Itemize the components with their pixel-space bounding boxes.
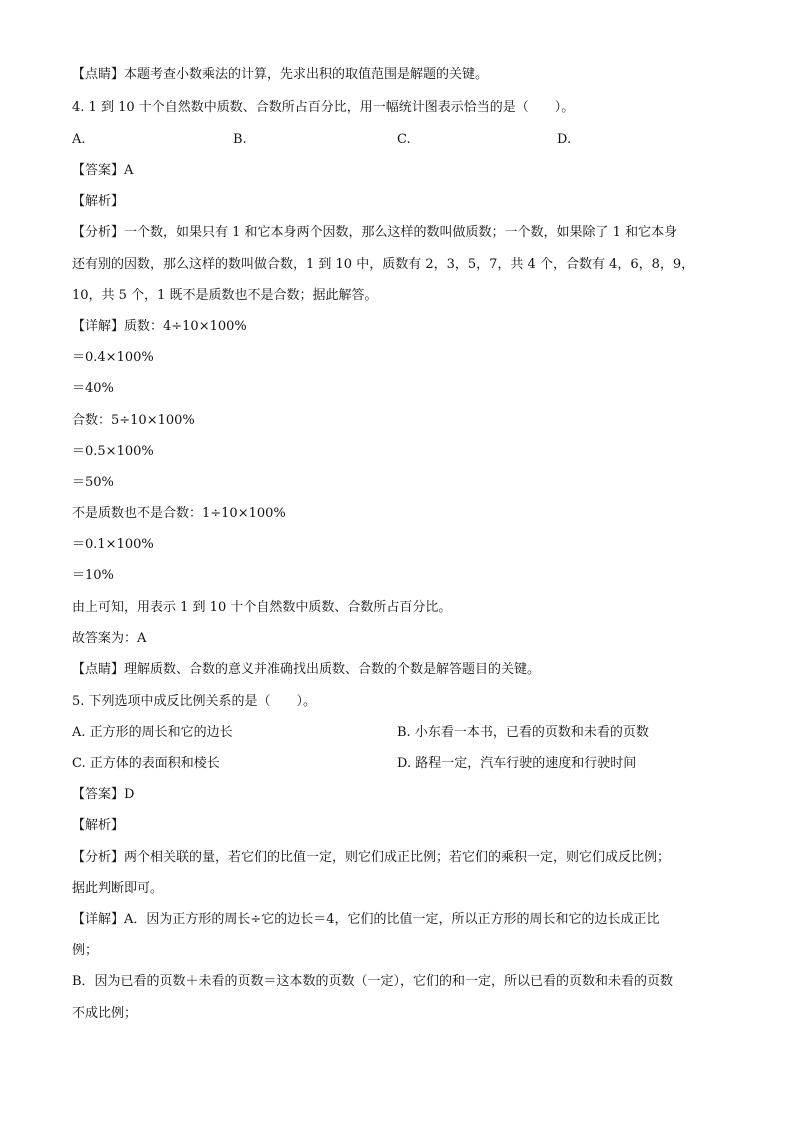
q4-xiangjie-line: 由上可知，用表示 1 到 10 十个自然数中质数、合数所占百分比。 [72,600,452,615]
q5-fenxi-line-2: 据此判断即可。 [72,881,164,896]
q5-option-c: C. 正方体的表面积和棱长 [72,756,220,771]
q4-final-answer: 故答案为：A [72,631,147,646]
q5-question: 5. 下列选项中成反比例关系的是（ ）。 [72,694,317,709]
q4-question: 4. 1 到 10 十个自然数中质数、合数所占百分比，用一幅统计图表示恰当的是（ ）。 [72,100,575,115]
q3-dianjing: 【点睛】本题考查小数乘法的计算，先求出积的取值范围是解题的关键。 [72,67,489,82]
q4-xiangjie-line: ＝0.4×100% [72,350,154,365]
q4-fenxi-line-3: 10，共 5 个，1 既不是质数也不是合数；据此解答。 [72,288,378,303]
q4-xiangjie-line: ＝40% [72,381,114,396]
q4-xiangjie-line: ＝0.5×100% [72,444,154,459]
q5-xiangjie-line-4: 不成比例； [72,1006,138,1021]
q4-jiexi: 【解析】 [72,194,125,209]
q5-xiangjie-line-3: B．因为已看的页数＋未看的页数＝这本数的页数（一定），它们的和一定，所以已看的页数和未看的页数 [72,974,674,989]
q4-option-a: A. [72,132,86,147]
q5-xiangjie-line-1: 【详解】A．因为正方形的周长÷它的边长＝4，它们的比值一定，所以正方形的周长和它的边长成正比 [72,912,660,927]
q5-option-b: B. 小东看一本书，已看的页数和未看的页数 [397,725,649,740]
q4-xiangjie-line: 【详解】质数：4÷10×100% [72,319,247,334]
q4-xiangjie-line: ＝50% [72,475,114,490]
q4-option-c: C. [397,132,411,147]
q4-option-d: D. [557,132,572,147]
q4-answer: 【答案】A [72,163,134,178]
q4-fenxi-line-1: 【分析】一个数，如果只有 1 和它本身两个因数，那么这样的数叫做质数；一个数，如果除了 1 和它本身 [72,225,678,240]
q4-option-b: B. [233,132,247,147]
q4-xiangjie-line: ＝0.1×100% [72,537,154,552]
q5-option-d: D. 路程一定，汽车行驶的速度和行驶时间 [397,756,637,771]
q5-fenxi-line-1: 【分析】两个相关联的量，若它们的比值一定，则它们成正比例；若它们的乘积一定，则它们成反比例； [72,850,671,865]
q4-fenxi-line-2: 还有别的因数，那么这样的数叫做合数，1 到 10 中，质数有 2，3，5，7，共 4 个，合数有 4，6，8，9， [72,257,695,272]
q4-xiangjie-line: ＝10% [72,568,114,583]
q5-option-a: A. 正方形的周长和它的边长 [72,725,233,740]
q4-xiangjie-line: 不是质数也不是合数：1÷10×100% [72,506,286,521]
q5-answer: 【答案】D [72,787,135,802]
q5-jiexi: 【解析】 [72,818,125,833]
q4-xiangjie-line: 合数：5÷10×100% [72,413,195,428]
q5-xiangjie-line-2: 例； [72,943,99,958]
q4-dianjing: 【点睛】理解质数、合数的意义并准确找出质数、合数的个数是解答题目的关键。 [72,662,541,677]
